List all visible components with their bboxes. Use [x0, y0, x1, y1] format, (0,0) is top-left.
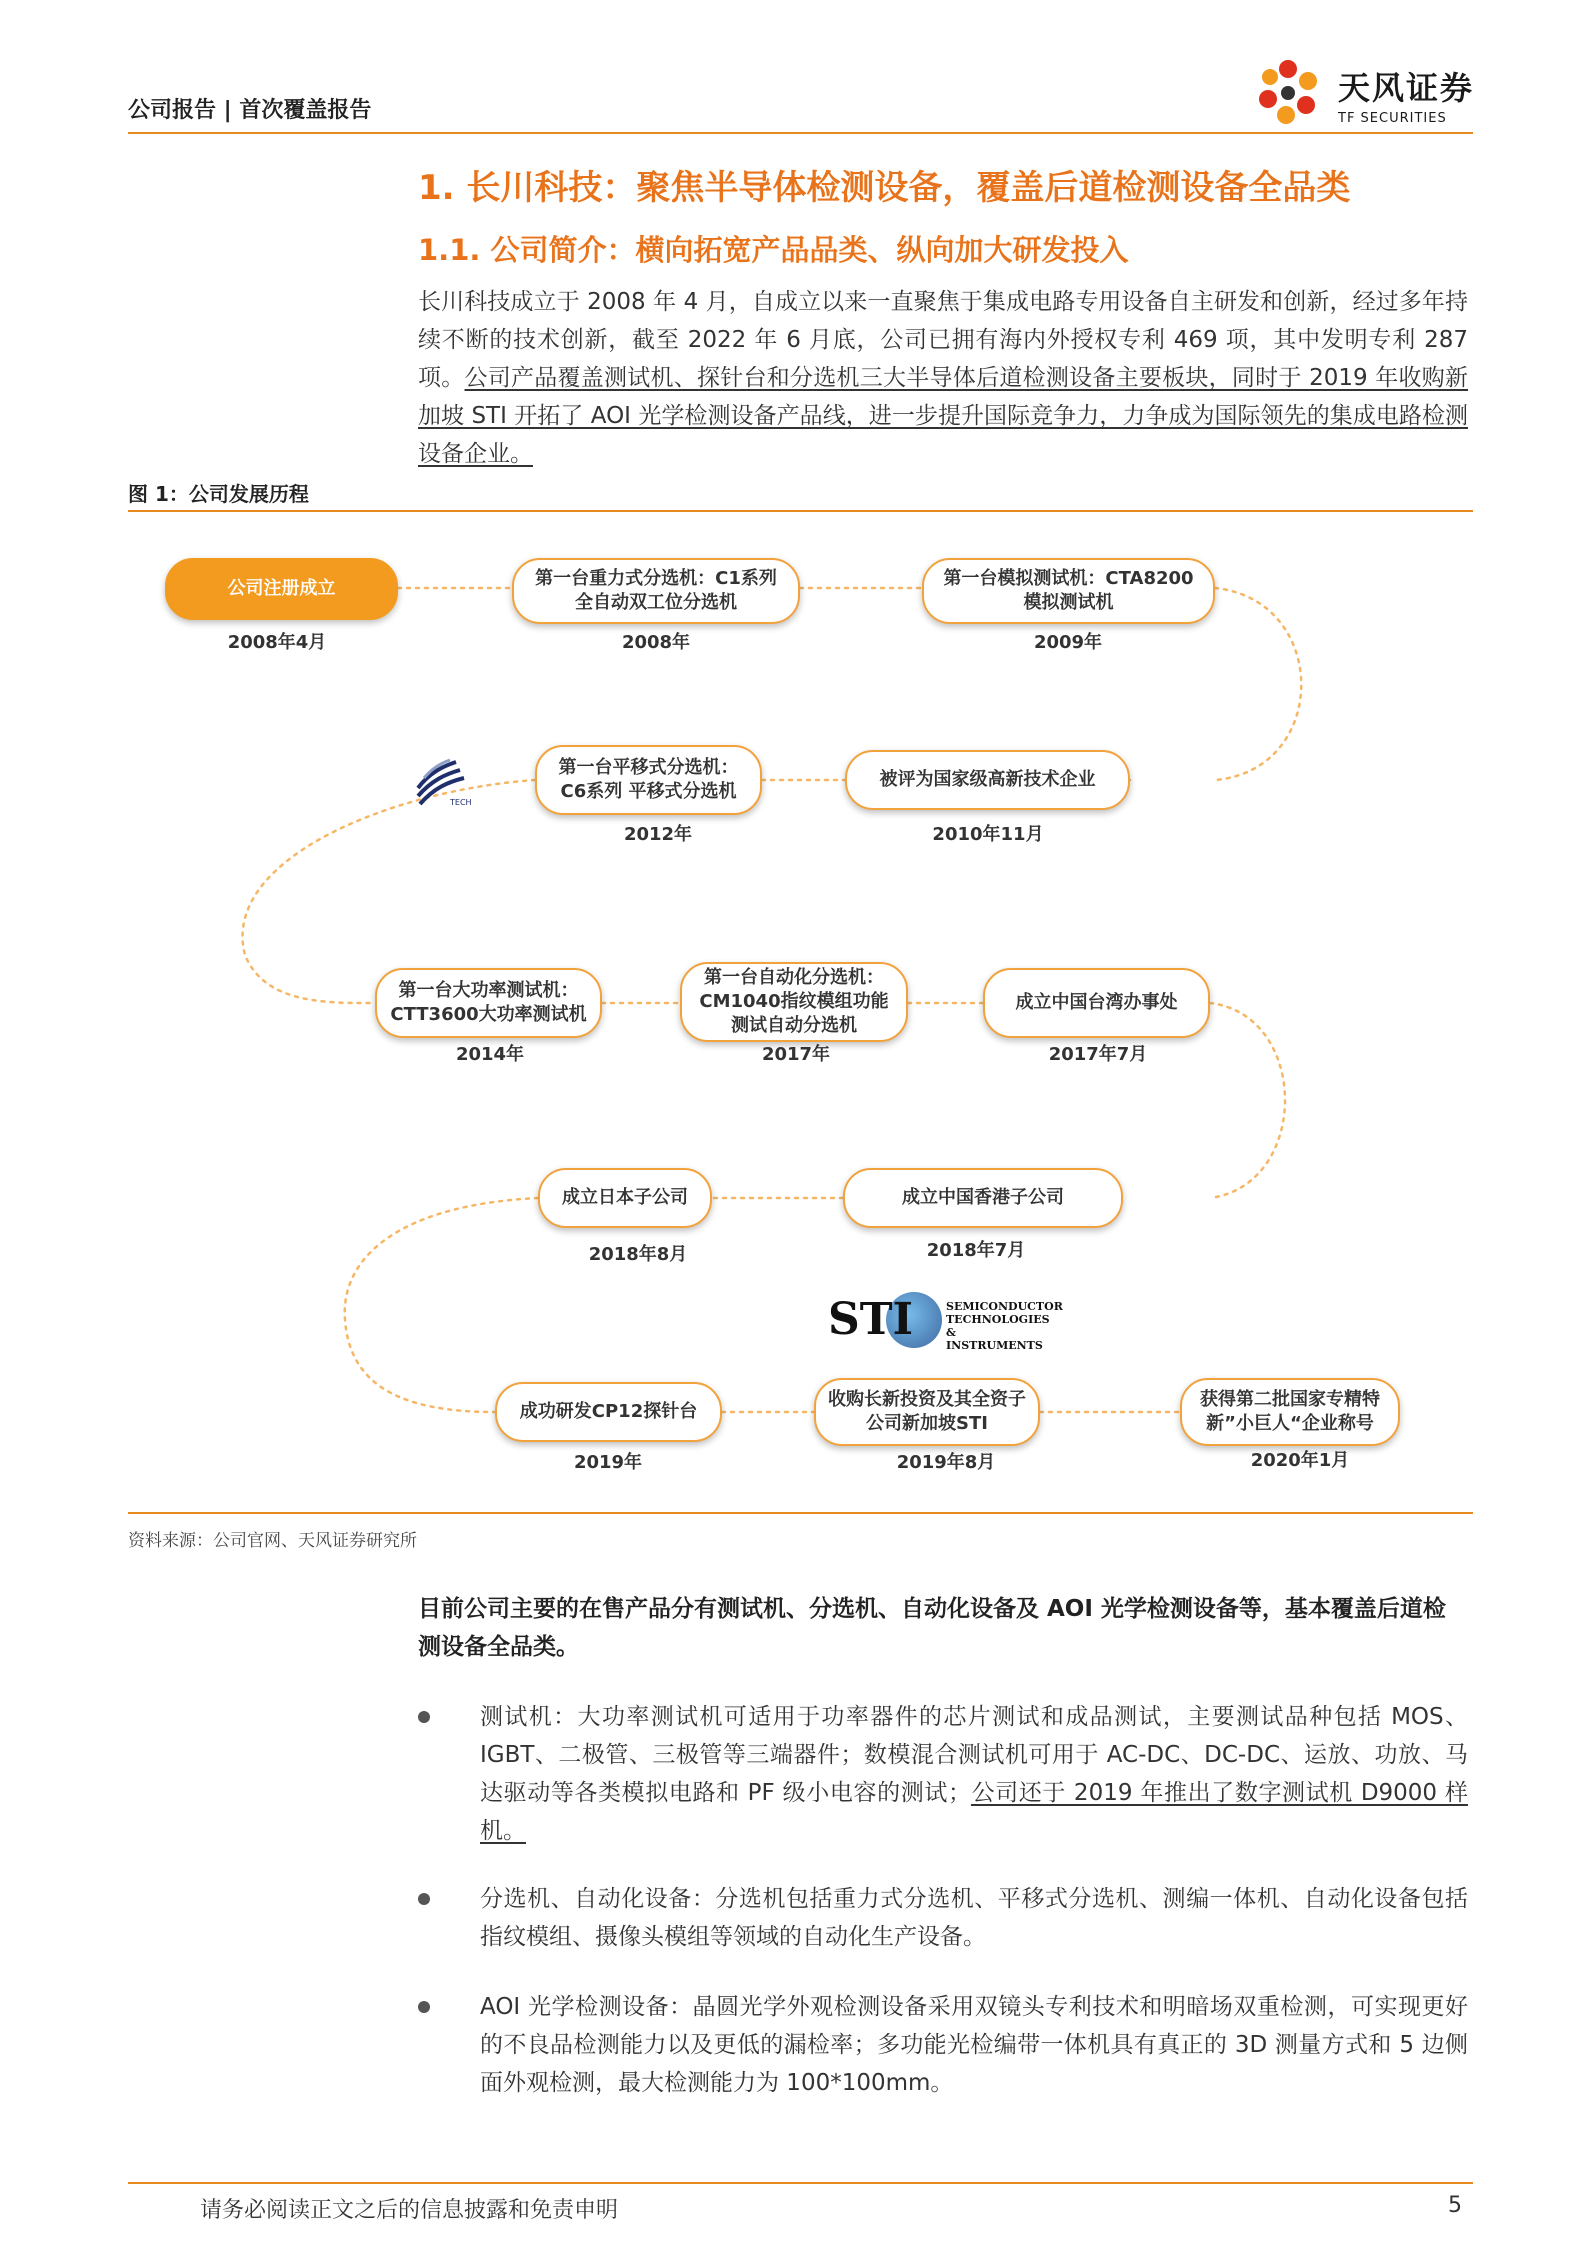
report-type-label: 公司报告 | 首次覆盖报告 — [128, 98, 372, 123]
milestone-text: 公司注册成立 — [227, 578, 336, 599]
milestone-date: 2008年 — [621, 632, 691, 653]
milestone-text: 获得第二批国家专精特 — [1200, 1389, 1380, 1410]
timeline-milestone — [814, 1378, 1040, 1446]
milestone-date: 2017年7月 — [1048, 1044, 1148, 1065]
timeline-milestone — [922, 558, 1215, 624]
milestone-text: 第一台自动化分选机： — [703, 967, 884, 988]
figure-title: 图 1：公司发展历程 — [128, 482, 309, 506]
bullet-text: AOI 光学检测设备：晶圆光学外观检测设备采用双镜头专利技术和明暗场双重检测，可实现更好的不良品检测能力以及更低的漏检率；多功能光检编带一体机具有真正的 3D 测量方式和 5 边侧面外观检测，最大检测能力为 100*100mm。 — [480, 1994, 1468, 2096]
page-number: 5 — [1448, 2193, 1462, 2218]
milestone-text: 全自动双工位分选机 — [574, 592, 737, 613]
milestone-text: C6系列 平移式分选机 — [560, 781, 737, 802]
products-lead-paragraph: 目前公司主要的在售产品分有测试机、分选机、自动化设备及 AOI 光学检测设备等，基本覆盖后道检测设备全品类。 — [418, 1596, 1446, 1660]
bullet-dot-icon — [418, 2001, 430, 2013]
sti-logo — [828, 1290, 1063, 1352]
timeline-milestone — [495, 1382, 722, 1442]
bullet-dot-icon — [418, 1711, 430, 1723]
figure-bottom-rule — [128, 1512, 1473, 1514]
milestone-date: 2018年7月 — [926, 1240, 1026, 1261]
milestone-text: 公司新加坡STI — [866, 1413, 988, 1434]
milestone-text: 成立中国香港子公司 — [902, 1187, 1064, 1208]
timeline-milestone — [538, 1168, 712, 1228]
milestone-text: 测试自动分选机 — [730, 1015, 857, 1036]
intro-text: 长川科技成立于 2008 年 4 月，自成立以来一直聚焦于集成电路专用设备自主研发和创新，经过多年持续不断的技术创新，截至 2022 年 6 月底，公司已拥有海内外授权专利 469 项，其中发明专利 287 项。 — [418, 289, 1468, 391]
timeline-milestone — [165, 558, 398, 620]
footer-disclaimer: 请务必阅读正文之后的信息披露和免责申明 — [200, 2198, 619, 2223]
milestone-text: 收购长新投资及其全资子 — [828, 1389, 1026, 1410]
footer-divider — [128, 2182, 1473, 2184]
bullet-text: 分选机、自动化设备：分选机包括重力式分选机、平移式分选机、测编一体机、自动化设备包括指纹模组、摄像头模组等领域的自动化生产设备。 — [480, 1886, 1468, 1950]
timeline-milestone — [680, 962, 908, 1042]
timeline-milestone — [1180, 1378, 1400, 1446]
changchuan-logo — [410, 752, 474, 816]
milestone-text: 第一台大功率测试机： — [398, 980, 579, 1001]
milestone-text: 第一台模拟测试机：CTA8200 — [943, 568, 1194, 589]
milestone-date: 2008年4月 — [227, 632, 327, 653]
milestone-date: 2019年8月 — [896, 1452, 996, 1473]
timeline-milestone — [535, 745, 762, 815]
milestone-date: 2020年1月 — [1250, 1450, 1350, 1471]
section-heading: 1. 长川科技：聚焦半导体检测设备，覆盖后道检测设备全品类 — [418, 168, 1351, 208]
timeline-milestone — [843, 1168, 1123, 1228]
logo-sub: TF SECURITIES — [1338, 111, 1447, 126]
timeline-milestone — [512, 558, 800, 624]
milestone-text: 模拟测试机 — [1023, 592, 1114, 613]
milestone-text: 成立日本子公司 — [562, 1187, 688, 1208]
milestone-text: 成功研发CP12探针台 — [519, 1401, 698, 1422]
timeline-milestone — [983, 968, 1210, 1038]
sti-logo-text: SEMICONDUCTOR TECHNOLOGIES & INSTRUMENTS — [946, 1300, 1063, 1352]
milestone-date: 2014年 — [455, 1044, 525, 1065]
milestone-date: 2019年 — [573, 1452, 643, 1473]
logo-name: 天风证券 — [1338, 69, 1475, 107]
milestone-date: 2017年 — [761, 1044, 831, 1065]
milestone-text: CM1040指纹模组功能 — [699, 991, 889, 1012]
milestone-date: 2012年 — [623, 824, 693, 845]
milestone-text: 被评为国家级高新技术企业 — [879, 769, 1096, 790]
intro-underlined-text: 公司产品覆盖测试机、探针台和分选机三大半导体后道检测设备主要板块，同时于 2019 年收购新加坡 STI 开拓了 AOI 光学检测设备产品线，进一步提升国际竞争力，力争成为国际领先的集成电路检测设备企业。 — [418, 365, 1469, 467]
milestone-date: 2010年11月 — [932, 824, 1044, 845]
milestone-date: 2018年8月 — [588, 1244, 688, 1265]
changchuan-logo-text: TECH — [450, 798, 472, 807]
bullet-text: 测试机：大功率测试机可适用于功率器件的芯片测试和成品测试，主要测试品种包括 MOS、IGBT、二极管、三极管等三端器件；数模混合测试机可用于 AC-DC、DC-DC、运放、功放、马达驱动等各类模拟电路和 PF 级小电容的测试；公司还于 2019 年推出了数字测试机 D9000 样机。 — [480, 1704, 1468, 1844]
timeline-milestone — [845, 750, 1130, 810]
milestone-text: 第一台重力式分选机：C1系列 — [535, 568, 777, 589]
milestone-text: 第一台平移式分选机： — [558, 757, 739, 778]
bullet-dot-icon — [418, 1893, 430, 1905]
milestone-text: CTT3600大功率测试机 — [390, 1004, 587, 1025]
milestone-text: 成立中国台湾办事处 — [1015, 992, 1178, 1013]
sti-logo-mark: STI — [828, 1294, 914, 1345]
figure-source: 资料来源：公司官网、天风证券研究所 — [128, 1531, 417, 1551]
subsection-heading: 1.1. 公司简介：横向拓宽产品品类、纵向加大研发投入 — [418, 233, 1129, 267]
milestone-date: 2009年 — [1033, 632, 1103, 653]
milestone-text: 新”小巨人“企业称号 — [1206, 1413, 1374, 1434]
timeline-milestone — [375, 968, 602, 1038]
